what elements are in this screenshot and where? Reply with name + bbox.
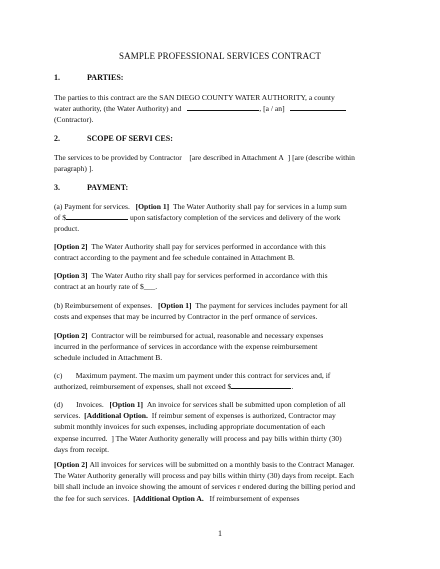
option-label: [Option 2] [54,460,88,469]
text-line: (Contractor). [54,115,94,125]
text-line [54,399,387,410]
text-span: (a) Payment for services. [54,202,130,211]
page-number: 1 [218,529,222,538]
blank-line [187,103,259,111]
reimbursement-paragraph [54,300,387,322]
text-span: Invoices. [76,400,104,409]
section-number: 1. [54,73,60,82]
text-span: , [a / an] [259,104,285,114]
text-span: services. [54,411,81,421]
text-line [54,370,387,381]
option-label: [Option 1] [157,301,192,310]
text-line [54,212,387,223]
text-span: authorized, reimbursement of expenses, shall not exceed $ [54,382,232,392]
text-line [54,201,387,212]
text-line: The parties to this contract are the SAN DIEGO COUNTY WATER AUTHORITY, a county [54,93,335,102]
section-title: PARTIES: [87,73,124,82]
text-line: The Water Authority generally will process and pay bills within thirty (30) days from receipt. Each [54,471,354,481]
payment-services-paragraph [54,201,387,235]
section-heading-scope [54,133,173,144]
text-span: water authority, (the Water Authority) and [54,104,182,114]
text-line: incurred in the performance of services in accordance with the expense reimbursement [54,342,318,352]
text-line [54,493,387,504]
scope-paragraph [54,152,387,174]
text-span: ] [are (describe within [287,153,355,162]
text-span: The services to be provided by Contractor [54,153,182,162]
text-line: bill shall include an invoice showing the amount of services r endered during the billing period and [54,482,356,492]
text-line: paragraph) ]. [54,164,94,174]
blank-line [66,212,128,220]
option-label: [Option 1] [135,202,170,211]
text-span: upon satisfactory completion of the services and delivery of the work [129,213,341,223]
text-span: of $ [54,213,67,223]
section-number: 2. [54,134,60,143]
text-line: contract at an hourly rate of $___. [54,282,158,292]
reimbursement-option2-paragraph [54,330,387,364]
text-span: [are described in Attachment A [189,153,284,162]
text-span: The Water Autho rity shall pay for services performed in accordance with this [91,271,328,280]
text-line [54,459,387,470]
option-label: [Option 2] [54,242,88,251]
invoices-paragraph [54,399,387,455]
text-line [54,410,387,421]
text-span: (d) [54,400,63,409]
text-line [54,330,387,341]
invoices-option2-paragraph [54,459,387,504]
text-span: The Water Authority shall pay for services in a lump sum [172,202,347,211]
text-line [54,103,387,114]
text-span: the fee for such services. [54,493,130,503]
document-title: SAMPLE PROFESSIONAL SERVICES CONTRACT [119,51,321,61]
text-line: product. [54,224,80,234]
section-title: SCOPE OF SERVI CES: [87,134,173,143]
text-line: submit monthly invoices for such expenses, including appropriate documentation of each [54,422,325,432]
blank-line [290,103,346,111]
text-line [54,270,387,281]
option-label: [Option 1] [109,400,144,409]
text-line [54,381,387,392]
text-line [54,433,387,444]
section-title: PAYMENT: [87,183,129,192]
section-heading-payment [54,182,128,193]
text-line: costs and expenses that may be incurred by Contractor in the perf ormance of services. [54,312,318,322]
option-label: [Additional Option. [84,411,148,421]
text-span: (b) Reimbursement of expenses. [54,301,153,310]
option-label: [Option 3] [54,271,88,280]
text-line [54,241,387,252]
text-span: expense incurred. [54,433,108,443]
text-span: The payment for services includes payment for all [195,301,348,310]
text-span: An invoice for services shall be submitted upon completion of all [146,400,346,409]
payment-option2-paragraph [54,241,387,263]
section-number: 3. [54,183,60,192]
parties-paragraph [54,92,387,126]
text-span: All invoices for services will be submitted on a monthly basis to the Contract Manager. [89,460,355,469]
text-span: If reimbur sement of expenses is authorized, Contractor may [151,411,336,421]
text-span: If reimbursement of expenses [209,493,300,503]
text-span: Maximum payment. The maxim um payment under this contract for services and, if [75,371,331,380]
text-line [54,152,387,163]
text-span: (c) [54,371,63,380]
maximum-payment-paragraph [54,370,387,392]
text-span: ] The Water Authority generally will process and pay bills within thirty (30) [111,433,342,443]
text-span: . [291,382,294,392]
text-span: Contractor will be reimbursed for actual, reasonable and necessary expenses [91,331,324,340]
text-span: The Water Authority shall pay for services performed in accordance with this [91,242,326,251]
section-heading-parties [54,72,123,83]
text-line: schedule included in Attachment B. [54,353,163,363]
option-label: [Additional Option A. [133,493,204,503]
option-label: [Option 2] [54,331,88,340]
text-line: days from receipt. [54,444,110,454]
text-line: contract according to the payment and fee schedule contained in Attachment B. [54,253,295,263]
payment-option3-paragraph [54,270,387,292]
blank-line [231,381,294,392]
text-line [54,300,387,311]
